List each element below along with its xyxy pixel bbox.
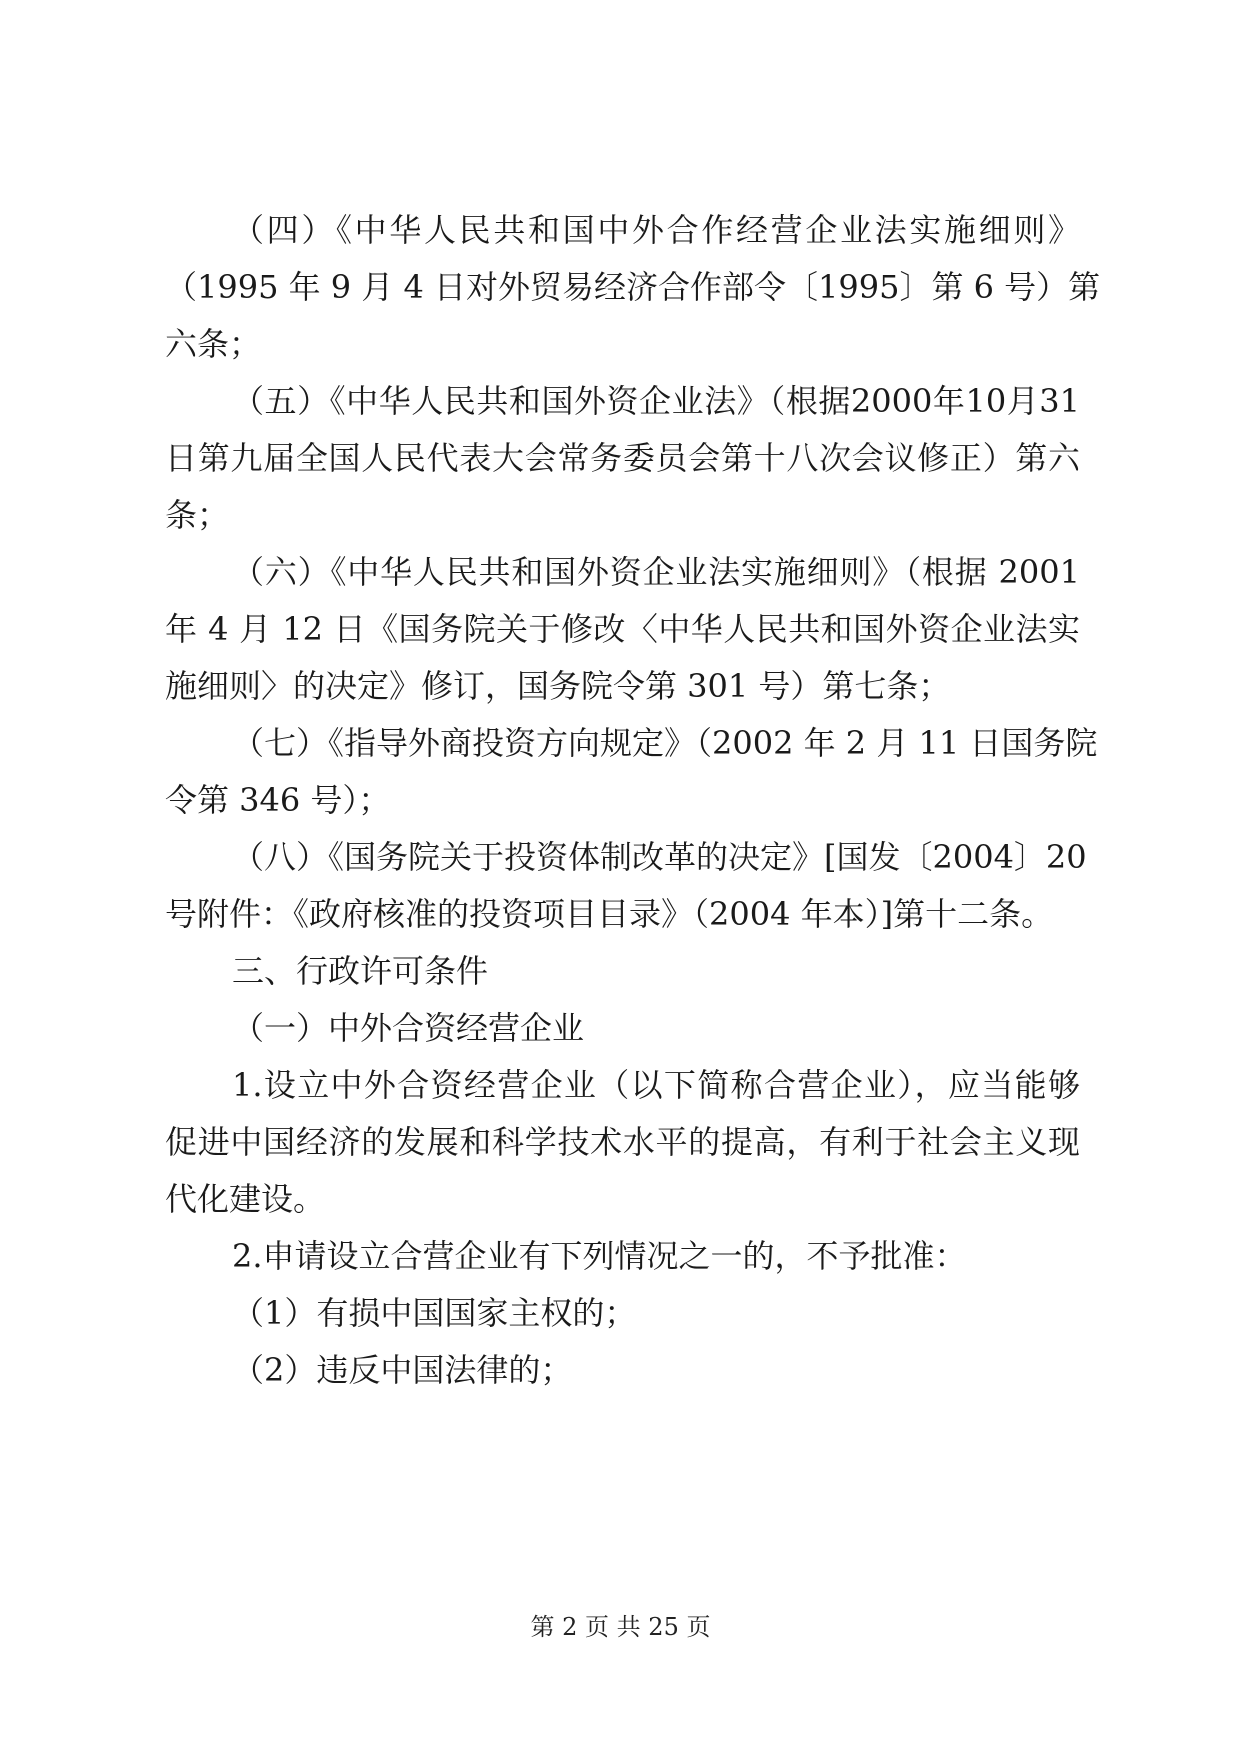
paragraph-line: 2.申请设立合营企业有下列情况之一的，不予批准：: [232, 1237, 967, 1275]
paragraph-line: （1995 年 9 月 4 日对外贸易经济合作部令〔1995〕第 6 号）第: [165, 268, 1101, 306]
paragraph-line: 施细则〉的决定》修订，国务院令第 301 号）第七条；: [165, 667, 951, 705]
paragraph-line: 条；: [165, 496, 230, 534]
paragraph-line: （五）《中华人民共和国外资企业法》（根据2000年10月31: [232, 382, 1080, 420]
paragraph-line: 号附件：《政府核准的投资项目目录》（2004 年本）]第十二条。: [165, 895, 1054, 933]
paragraph-line: （六）《中华人民共和国外资企业法实施细则》（根据 2001: [232, 553, 1080, 591]
paragraph-line: 1.设立中外合资经营企业（以下简称合营企业），应当能够: [232, 1066, 1080, 1104]
list-item: （1）有损中国国家主权的；: [232, 1294, 637, 1332]
section-heading: 三、行政许可条件: [232, 952, 489, 990]
paragraph-line: （八）《国务院关于投资体制改革的决定》[国发〔2004〕20: [232, 838, 1087, 876]
list-item: （2）违反中国法律的；: [232, 1351, 573, 1389]
paragraph-line: 六条；: [165, 325, 262, 363]
paragraph-line: 日第九届全国人民代表大会常务委员会第十八次会议修正）第六: [165, 439, 1080, 477]
paragraph-line: 令第 346 号）；: [165, 781, 391, 819]
paragraph-line: （四）《中华人民共和国中外合作经营企业法实施细则》: [232, 211, 1080, 249]
paragraph-line: 代化建设。: [165, 1180, 326, 1218]
page-number-footer: 第 2 页 共 25 页: [530, 1613, 711, 1641]
paragraph-line: 促进中国经济的发展和科学技术水平的提高，有利于社会主义现: [165, 1123, 1080, 1161]
subsection-heading: （一）中外合资经营企业: [232, 1009, 585, 1047]
paragraph-line: 年 4 月 12 日《国务院关于修改〈中华人民共和国外资企业法实: [165, 610, 1080, 648]
paragraph-line: （七）《指导外商投资方向规定》（2002 年 2 月 11 日国务院: [232, 724, 1098, 762]
